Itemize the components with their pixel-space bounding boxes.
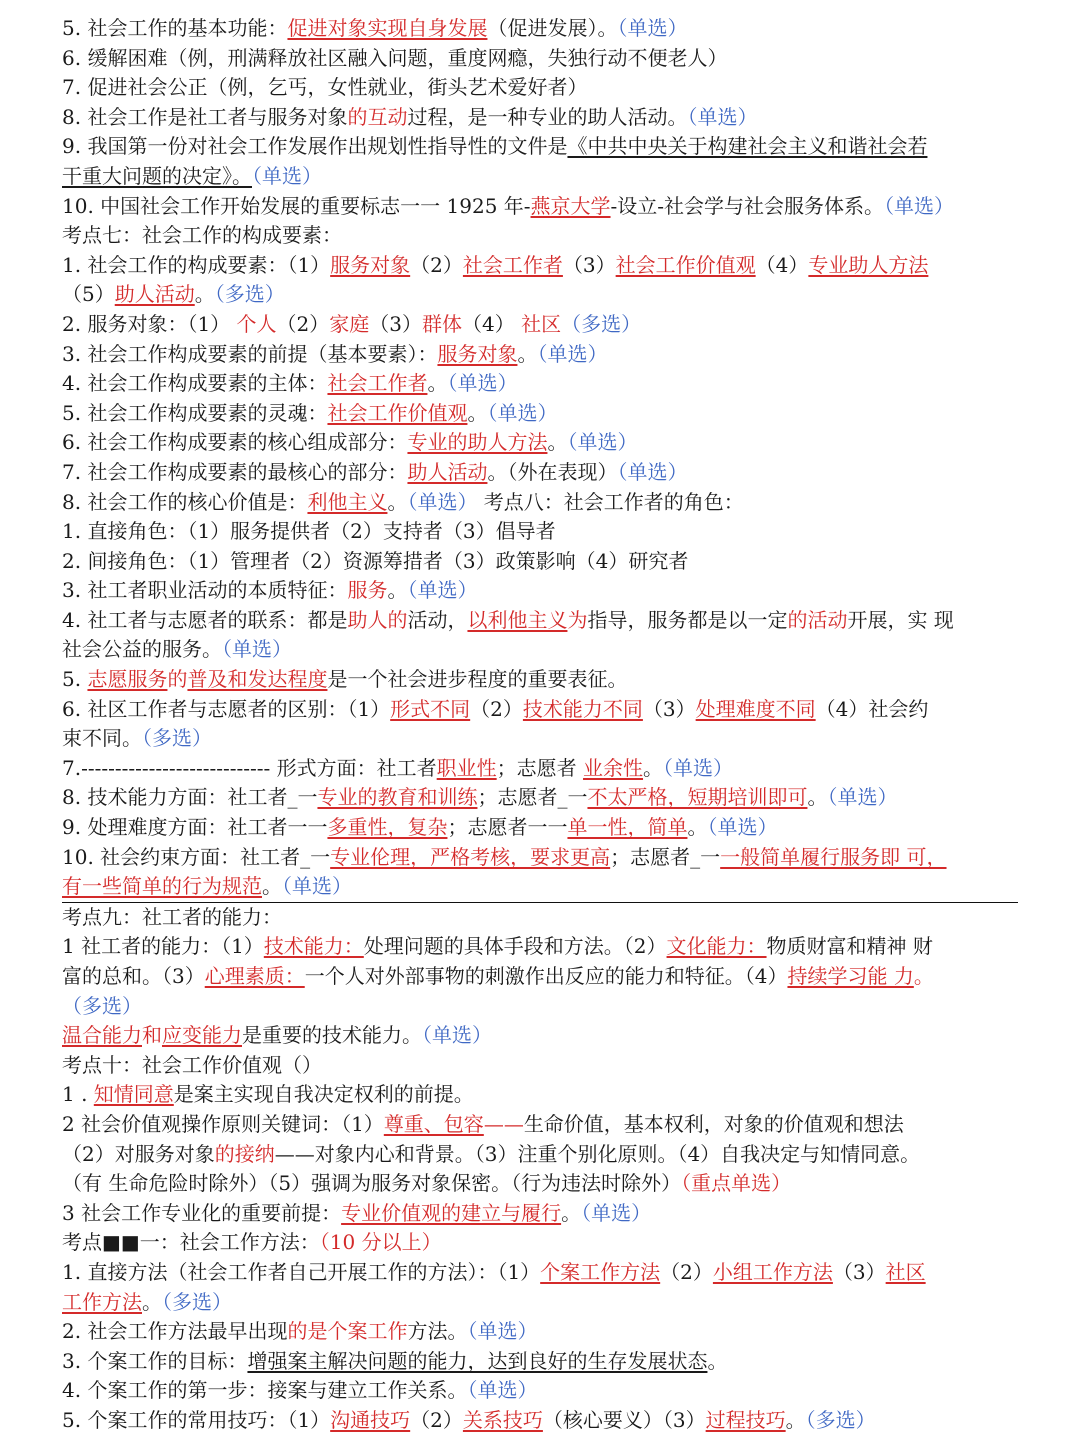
note-text: （2） xyxy=(660,1259,713,1284)
question-type-tag: （单选） xyxy=(447,371,518,396)
key-answer: 促进对象实现自身发展 xyxy=(287,16,488,40)
key-answer: 知情同意 xyxy=(93,1082,174,1107)
highlight-text: 的活动 xyxy=(787,607,848,632)
note-text: 1. 直接角色：（1）服务提供者（2）支持者（3）倡导者 xyxy=(62,519,556,544)
key-answer: 不太严格，短期培训即可 xyxy=(587,785,808,810)
question-type-tag: （单选） xyxy=(827,785,898,810)
note-text: 。 xyxy=(643,755,664,780)
note-text: 。 xyxy=(387,489,408,514)
question-type-tag: （单选） xyxy=(407,489,478,514)
key-answer: 专业伦理，严格考核，要求更高 xyxy=(330,844,611,869)
question-type-tag: （多选） xyxy=(162,1289,232,1314)
note-line xyxy=(62,1110,1018,1140)
note-text: 7.---------------------------- 形式方面：社工者 xyxy=(62,755,437,780)
note-line xyxy=(62,1199,1018,1229)
note-text: 考点■■一：社会工作方法： xyxy=(62,1230,320,1255)
note-text: ；志愿者_一 xyxy=(610,844,721,869)
key-answer: 普及和发达程度 xyxy=(187,667,328,692)
note-text: 6. 社区工作者与志愿者的区别：（1） xyxy=(62,696,391,721)
note-line xyxy=(62,1228,1018,1258)
note-text: 是一个社会进步程度的重要表征。 xyxy=(327,667,628,692)
note-line xyxy=(62,310,1018,340)
key-answer: 过程技巧 xyxy=(705,1407,786,1432)
note-text: 3. 社会工作构成要素的前提（基本要素）： xyxy=(62,341,438,366)
key-answer: 助人活动 xyxy=(407,459,488,484)
key-answer: 多重性，复杂 xyxy=(327,815,448,840)
note-text: 考点十：社会工作价值观（） xyxy=(62,1052,322,1077)
note-text: （4） xyxy=(755,252,809,277)
note-text: ；志愿者 xyxy=(496,755,584,780)
note-line xyxy=(62,962,1018,992)
highlight-text: 助人的 xyxy=(347,607,408,632)
note-line xyxy=(62,695,1018,725)
note-text: 。 xyxy=(262,874,282,899)
note-line xyxy=(62,1021,1018,1051)
key-answer: 服务对象 xyxy=(330,252,411,277)
note-text: 8. 社会工作是社工者与服务对象 xyxy=(62,104,348,129)
note-text: 1. 社会工作的构成要素：（1） xyxy=(62,252,331,277)
key-answer: 燕京大学 xyxy=(530,193,611,218)
note-text: 5. 社会工作构成要素的灵魂： xyxy=(62,400,328,425)
note-text: 考点七：社会工作的构成要素： xyxy=(62,223,342,248)
note-line xyxy=(62,783,1018,813)
note-text: （核心要义）（3） xyxy=(542,1407,706,1432)
highlight-text: 个人 xyxy=(236,311,277,336)
key-answer: 应变能力 xyxy=(162,1023,242,1048)
key-answer: 社区 xyxy=(885,1259,926,1284)
key-answer: 技术能力： xyxy=(263,934,364,959)
key-answer: 关系技巧 xyxy=(462,1407,543,1432)
highlight-text: （10 分以上） xyxy=(319,1230,442,1255)
note-text: 2. 社会工作方法最早出现 xyxy=(62,1319,288,1344)
note-line xyxy=(62,1169,1018,1199)
note-text: 是案主实现自我决定权利的前提。 xyxy=(173,1082,474,1107)
highlight-text: 的是个案工作 xyxy=(287,1319,408,1344)
key-answer: 心理素质： xyxy=(204,964,305,988)
note-line xyxy=(62,14,1018,44)
note-text: 。 xyxy=(467,400,488,425)
note-text: ；志愿者一一 xyxy=(447,815,568,840)
note-text: 4. 社会工作构成要素的主体： xyxy=(62,371,328,396)
note-text: 6. 缓解困难（例，刑满释放社区融入问题，重度网瘾，失独行动不便老人） xyxy=(62,45,728,70)
note-line xyxy=(62,73,1018,103)
note-text: 1 . xyxy=(62,1082,94,1107)
highlight-text: （重点单选） xyxy=(681,1171,792,1196)
note-text: 1 社工者的能力：（1） xyxy=(62,934,264,959)
note-text: ——对象内心和背景。（3）注重个别化原则。（4）自我决定与知情同意。 xyxy=(274,1141,921,1166)
question-type-tag: （单选） xyxy=(617,16,688,40)
note-text: 束不同。 xyxy=(62,726,142,751)
key-answer: 社会工作者 xyxy=(327,371,428,396)
note-text: （2） xyxy=(276,311,330,336)
note-text: 过程，是一种专业的助人活动。 xyxy=(407,104,688,129)
note-text: 生命价值，基本权利，对象的价值观和想法 xyxy=(523,1111,904,1136)
question-type-tag: （单选） xyxy=(222,637,292,662)
question-type-tag: （单选） xyxy=(537,341,608,366)
note-line xyxy=(62,813,1018,843)
note-text: 9. 我国第一份对社会工作发展作出规划性指导性的文件是 xyxy=(62,134,568,159)
note-text: 8. 社会工作的核心价值是： xyxy=(62,489,308,514)
note-text: （2） xyxy=(470,696,523,721)
note-text: 5. 社会工作的基本功能： xyxy=(62,16,288,40)
question-type-tag: （单选） xyxy=(487,400,558,425)
key-answer: 《中共中央关于构建社会主义和谐社会若 xyxy=(567,134,928,159)
question-type-tag: （多选） xyxy=(561,311,642,336)
note-text: 考点八：社会工作者的角色： xyxy=(477,489,744,514)
note-text: 处理问题的具体手段和方法。（2） xyxy=(363,934,667,959)
note-line xyxy=(62,280,1018,310)
key-answer: 专业助人方法 xyxy=(808,252,929,277)
note-text: （4） xyxy=(462,311,522,336)
question-type-tag: （多选） xyxy=(142,726,212,751)
note-text: 2. 服务对象：（1） xyxy=(62,311,237,336)
highlight-text: 社区 xyxy=(521,311,562,336)
note-text: 。 xyxy=(517,341,538,366)
question-type-tag: （单选） xyxy=(617,459,688,484)
question-type-tag: （单选） xyxy=(687,104,758,129)
key-answer: 形式不同 xyxy=(390,696,471,721)
key-answer: 工作方法 xyxy=(62,1289,142,1314)
key-answer: 增强案主解决问题的能力，达到良好的生存发展状态 xyxy=(247,1348,708,1373)
question-type-tag: （多选） xyxy=(214,282,285,307)
note-line xyxy=(62,1376,1018,1406)
key-answer: 沟通技巧 xyxy=(330,1407,411,1432)
note-line xyxy=(62,44,1018,74)
note-line xyxy=(62,635,1018,665)
key-answer: 专业的教育和训练 xyxy=(317,785,478,810)
note-text: 开展，实 现 xyxy=(847,607,954,632)
note-text: 4. 个案工作的第一步：接案与建立工作关系。 xyxy=(62,1378,468,1403)
note-text: 。 xyxy=(561,1200,582,1225)
note-text: 富的总和。（3） xyxy=(62,964,205,988)
key-answer: 干重大问题的决定》。 xyxy=(62,163,252,188)
note-text: 10. 社会约束方面：社工者_一 xyxy=(62,844,331,869)
note-line xyxy=(62,754,1018,784)
highlight-text: —— xyxy=(483,1111,524,1136)
note-text: 。 xyxy=(387,578,408,603)
note-text: 3. 个案工作的目标： xyxy=(62,1348,248,1373)
note-text: 社会公益的服务。 xyxy=(62,637,222,662)
note-text: 5. 个案工作的常用技巧：（1） xyxy=(62,1407,331,1432)
note-text: 2 社会价值观操作原则关键词：（1） xyxy=(62,1111,384,1136)
note-line xyxy=(62,665,1018,695)
note-text: 方法。 xyxy=(407,1319,468,1344)
note-text: 。 xyxy=(807,785,828,810)
key-answer: 志愿服务 xyxy=(87,667,168,692)
highlight-text: 。 xyxy=(913,964,934,988)
note-text: 8. 技术能力方面：社工者_一 xyxy=(62,785,318,810)
note-line xyxy=(62,517,1018,547)
key-answer: 文化能力： xyxy=(666,934,767,959)
key-answer: 服务对象 xyxy=(437,341,518,366)
question-type-tag: （单选） xyxy=(252,163,322,188)
question-type-tag: （单选） xyxy=(407,578,478,603)
question-type-tag: （单选） xyxy=(567,430,638,455)
question-type-tag: （单选） xyxy=(663,755,734,780)
note-text: -设立-社会学与社会服务体系。 xyxy=(610,193,885,218)
note-line xyxy=(62,399,1018,429)
note-line xyxy=(62,103,1018,133)
highlight-text: 家庭 xyxy=(329,311,370,336)
note-text: （3） xyxy=(832,1259,886,1284)
note-line xyxy=(62,1406,1018,1436)
highlight-text: 群体 xyxy=(422,311,462,336)
note-text: 10. 中国社会工作开始发展的重要标志一一 1925 年- xyxy=(62,193,531,218)
note-text: 。 xyxy=(785,1407,806,1432)
note-line xyxy=(62,428,1018,458)
note-line xyxy=(62,843,1018,873)
note-text: 。 xyxy=(707,1348,728,1373)
note-text: （3） xyxy=(642,696,696,721)
note-line xyxy=(62,992,1018,1022)
question-type-tag: （多选） xyxy=(805,1407,876,1432)
note-text: 2. 间接角色：（1）管理者（2）资源筹措者（3）政策影响（4）研究者 xyxy=(62,548,689,573)
note-text: 9. 处理难度方面：社工者一一 xyxy=(62,815,328,840)
note-text: （有 生命危险时除外）（5）强调为服务对象保密。（行为违法时除外） xyxy=(62,1171,682,1196)
key-answer: 尊重、包容 xyxy=(383,1111,484,1136)
question-type-tag: （单选） xyxy=(467,1319,538,1344)
note-text: 物质财富和精神 财 xyxy=(766,934,933,959)
note-text: （2） xyxy=(410,1407,463,1432)
highlight-text: 服务 xyxy=(347,578,388,603)
note-line xyxy=(62,872,1018,903)
key-answer: 小组工作方法 xyxy=(712,1259,833,1284)
highlight-text: 的互动 xyxy=(347,104,408,129)
note-line xyxy=(62,724,1018,754)
highlight-text: 的 xyxy=(167,667,188,692)
note-text: 活动， xyxy=(407,607,468,632)
note-line xyxy=(62,932,1018,962)
note-line xyxy=(62,1347,1018,1377)
note-line xyxy=(62,576,1018,606)
note-text: 5. xyxy=(62,667,88,692)
note-text: 。 xyxy=(687,815,708,840)
key-answer: 助人活动 xyxy=(114,282,195,307)
key-answer: 有一些简单的行为规范 xyxy=(62,874,262,899)
note-line xyxy=(62,1080,1018,1110)
key-answer: 社会工作者 xyxy=(462,252,563,277)
note-line xyxy=(62,458,1018,488)
note-text: 1. 直接方法（社会工作者自己开展工作的方法）：（1） xyxy=(62,1259,541,1284)
note-line xyxy=(62,1140,1018,1170)
note-text: 6. 社会工作构成要素的核心组成部分： xyxy=(62,430,408,455)
note-text: ；志愿者_一 xyxy=(477,785,588,810)
note-line xyxy=(62,606,1018,636)
key-answer: 社会工作价值观 xyxy=(327,400,468,425)
question-type-tag: （单选） xyxy=(467,1378,538,1403)
note-text: 4. 社工者与志愿者的联系：都是 xyxy=(62,607,348,632)
note-text: （5） xyxy=(62,282,115,307)
question-type-tag: （单选） xyxy=(707,815,778,840)
note-line xyxy=(62,1317,1018,1347)
note-line xyxy=(62,488,1018,518)
note-line xyxy=(62,132,1018,162)
note-text: （2）对服务对象 xyxy=(62,1141,215,1166)
note-text: （3） xyxy=(369,311,422,336)
note-text: 3. 社工者职业活动的本质特征： xyxy=(62,578,348,603)
note-text: 。（外在表现） xyxy=(487,459,618,484)
note-text: 。 xyxy=(142,1289,162,1314)
key-answer: 专业价值观的建立与履行 xyxy=(341,1200,562,1225)
note-line xyxy=(62,192,1018,222)
key-answer: 技术能力不同 xyxy=(522,696,643,721)
note-line xyxy=(62,340,1018,370)
note-text: 。 xyxy=(547,430,568,455)
note-line xyxy=(62,251,1018,281)
note-text: （促进发展）。 xyxy=(487,16,618,40)
key-answer: 单一性，简单 xyxy=(567,815,688,840)
highlight-text: 和 xyxy=(142,1023,162,1048)
highlight-text: 为 xyxy=(567,607,588,632)
note-line xyxy=(62,547,1018,577)
key-answer: 温合能力 xyxy=(62,1023,142,1048)
note-text: 指导，服务都是以一定 xyxy=(587,607,788,632)
note-line xyxy=(62,903,1018,933)
key-answer: 个案工作方法 xyxy=(540,1259,661,1284)
note-line xyxy=(62,1258,1018,1288)
note-line xyxy=(62,1051,1018,1081)
key-answer: 社会工作价值观 xyxy=(615,252,756,277)
key-answer: 以利他主义 xyxy=(467,607,568,632)
key-answer: 职业性 xyxy=(436,755,497,780)
note-text: 7. 促进社会公正（例，乞丐，女性就业，街头艺术爱好者） xyxy=(62,75,588,100)
note-line xyxy=(62,221,1018,251)
question-type-tag: （单选） xyxy=(884,193,955,218)
highlight-text: 的接纳 xyxy=(214,1141,275,1166)
question-type-tag: （单选） xyxy=(422,1023,492,1048)
note-text: 3 社会工作专业化的重要前提： xyxy=(62,1200,342,1225)
key-answer: 专业的助人方法 xyxy=(407,430,548,455)
note-text: 考点九：社工者的能力： xyxy=(62,904,282,929)
note-text: （3） xyxy=(562,252,616,277)
key-answer: 处理难度不同 xyxy=(695,696,816,721)
note-line xyxy=(62,1288,1018,1318)
note-line xyxy=(62,369,1018,399)
key-answer: 利他主义 xyxy=(307,489,388,514)
note-text: （4）社会约 xyxy=(815,696,929,721)
note-text: 是重要的技术能力。 xyxy=(242,1023,422,1048)
note-text: 一个人对外部事物的刺激作出反应的能力和特征。（4） xyxy=(304,964,788,988)
note-text: 7. 社会工作构成要素的最核心的部分： xyxy=(62,459,408,484)
question-type-tag: （单选） xyxy=(282,874,352,899)
note-text: 。 xyxy=(427,371,448,396)
note-line xyxy=(62,162,1018,192)
question-type-tag: （单选） xyxy=(581,1200,652,1225)
key-answer: 一般简单履行服务即 可， xyxy=(720,844,947,869)
note-text: （2） xyxy=(410,252,463,277)
note-text: 。 xyxy=(194,282,215,307)
question-type-tag: （多选） xyxy=(62,993,142,1018)
key-answer: 业余性 xyxy=(583,755,644,780)
key-answer: 持续学习能 力 xyxy=(787,964,914,988)
